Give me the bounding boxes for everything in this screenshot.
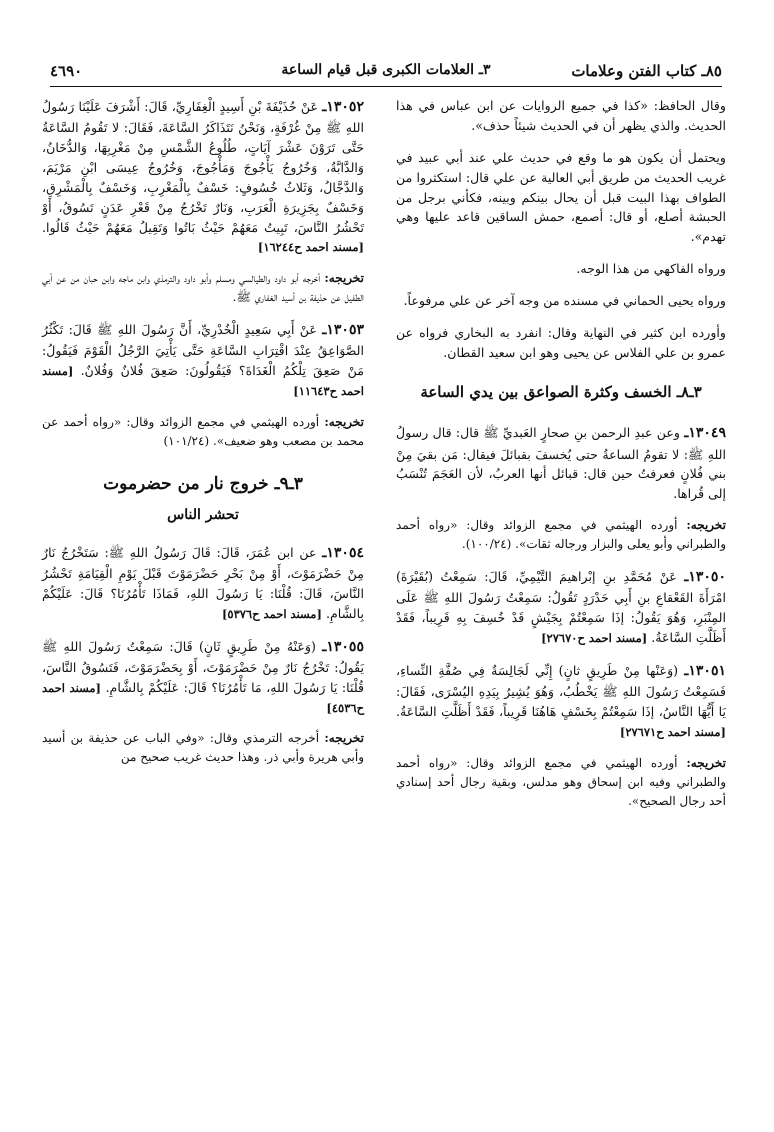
hadith-text: عن ابن عُمَرَ، قَالَ: قَالَ رَسُولُ اللهِ ﷺ: سَتَخْرُجُ نَارٌ مِنْ حَضْرَمَوْتَ، أَوْ مِنْ بَحْرِ حَضْرَمَوْتَ قَبْلَ يَوْمِ الْقِيَامَةِ تَحْشُرُ النَّاسَ، قَالَ: قُلْنَا: يَا رَسُولَ اللهِ، فَمَاذَا تَأْمُرُنَا؟ قَالَ: عَلَيْكُمْ بِالشَّامِ. <box>42 544 364 621</box>
takhrij-text: أخرجه الترمذي وقال: «وفي الباب عن حذيفة بن أسيد وأبي هريرة وأبي ذر. وهذا حديث غريب صحيح من <box>42 731 364 765</box>
source-reference: [مسند احمد ح٥٣٧٦] <box>221 606 322 621</box>
hadith-number: ١٣٠٥٢ـ <box>322 99 364 115</box>
takhrij-text: أورده الهيثمي في مجمع الزوائد وقال: «رواه أحمد والطبراني وفيه ابن إسحاق وهو مدلس، وبقية رجال أحد إسنادي أحد رجال الصحيح». <box>396 755 726 808</box>
hadith-number: ١٣٠٥٣ـ <box>322 322 364 339</box>
section-heading: ٣ـ٩ـ خروج نار من حضرموت <box>103 473 303 494</box>
source-reference: [مسند احمد ح١٦٢٤٤] <box>257 240 364 255</box>
takhrij-text: أورده الهيثمي في مجمع الزوائد وقال: «رواه أحمد والطبراني وأبو يعلى والبزار ورجاله ثقات». (١٠٠/٢٤). <box>396 518 726 552</box>
takhrij <box>42 729 364 767</box>
takhrij-label: تخريجه: <box>324 731 364 746</box>
source-reference: [مسند احمد ح٢٧٦٧٠] <box>541 631 648 646</box>
hadith-number: ١٣٠٤٩ـ <box>684 425 726 442</box>
hadith-text: عَنْ حُذَيْفَةَ بْنِ أَسِيدٍ الْغِفَارِيِّ، قَالَ: أَشْرَفَ عَلَيْنَا رَسُولُ اللهِ ﷺ مِنْ غُرْفَةٍ، وَنَحْنُ نَتَذَاكَرُ السَّاعَةَ، فَقَالَ: لا تَقُومُ السَّاعَةُ حَتَّى تَرَوْنَ عَشْرَ آيَاتٍ، طُلُوعُ الشَّمْسِ مِنْ مَغْرِبِهَا، وَالدُّخَانُ، وَالدَّابَّةُ، وَخُرُوجُ يَأْجُوجَ وَمَأْجُوجَ، وَخُرُوجُ عِيسَى ابْنِ مَرْيَمَ، وَالدَّجَّالُ، وَثَلاثُ خُسُوفٍ: خَسْفٌ بِالْمَغْرِبِ، وَخَسْفٌ بِالْمَشْرِقِ، وَخَسْفٌ بِجَزِيرَةِ الْعَرَبِ، وَنَارٌ تَخْرُجُ مِنْ قَعْرِ عَدَنٍ تَسُوقُ، أَوْ تَحْشُرُ النَّاسَ، تَبِيتُ مَعَهُمْ حَيْثُ بَاتُوا وَتَقِيلُ مَعَهُمْ حَيْثُ قَالُوا. <box>42 99 364 235</box>
header-section-title: ٣ـ العلامات الكبرى قبل قيام الساعة <box>281 62 491 78</box>
source-reference: [مسند احمد ح٤٥٣٦] <box>42 680 364 715</box>
hadith-13053 <box>42 319 364 401</box>
source-reference: [مسند احمد ح٢٧٦٧١] <box>619 724 726 739</box>
takhrij-text: أخرجه أبو داود والطيالسي ومسلم وأبو داود والترمذي وابن ماجه وابن حبان من عن أبي الطفيل عن حذيفة بن أسيد الغفاري ﷺ. <box>42 271 364 305</box>
hadith-13055 <box>42 636 364 718</box>
takhrij-text: أورده الهيثمي في مجمع الزوائد وقال: «رواه أحمد عن محمد بن مصعب وهو ضعيف». (١٠١/٢٤) <box>42 415 364 448</box>
running-header <box>50 58 722 87</box>
hadith-text: وعن عبدِ الرحمن بنِ صحارٍ العَبديِّ ﷺ قال: قال رسولُ اللهِ ﷺ: لا تقومُ الساعةُ حتى يُخسفَ بقبائلَ فيقال: مَن بقيَ مِنْ بني فُلانٍ فعرفتُ حين قال: قبائل أنها العربُ، لأن العَجَمَ تُنْسَبُ إلى قُراها. <box>396 425 726 502</box>
takhrij <box>396 516 726 554</box>
section-heading: ٣ـ٨ـ الخسف وكثرة الصواعق بين يدي الساعة <box>420 382 702 401</box>
hadith-number: ١٣٠٥٤ـ <box>322 544 364 561</box>
takhrij-label: تخريجه: <box>324 271 364 286</box>
hadith-number: ١٣٠٥٠ـ <box>684 569 726 586</box>
paragraph: وقال الحافظ: «كذا في جميع الروايات عن ابن عباس في هذا الحديث. والذي يظهر أن في الحديث شيئاً حذف». <box>396 98 726 133</box>
hadith-13051 <box>396 660 726 742</box>
takhrij <box>396 754 726 811</box>
takhrij-label: تخريجه: <box>686 518 726 533</box>
takhrij <box>42 413 364 451</box>
right-column <box>396 96 726 823</box>
paragraph: ورواه يحيى الحماني في مسنده من وجه آخر عن علي مرفوعاً. <box>403 293 726 309</box>
paragraph: ويحتمل أن يكون هو ما وقع في حديث علي عند أبي عبيد في غريب الحديث من طريق أبي العالية عن علي قال: استكثروا من الطواف بهذا البيت قبل أن يحال بينكم وبينه، فكأني برجل من الحبشة أصلع، أو قال: أصمع، حمش الساقين قاعد عليها وهي تهدم». <box>396 149 726 245</box>
takhrij-label: تخريجه: <box>324 415 364 430</box>
hadith-text: عَنْ أَبِي سَعِيدٍ الْخُدْرِيِّ، أَنَّ رَسُولَ اللهِ ﷺ قَالَ: تَكْثُرُ الصَّوَاعِقُ عِنْدَ اقْتِرَابِ السَّاعَةِ حَتَّى يَأْتِيَ الرَّجُلُ الْقَوْمَ فَيَقُولُ: مَنْ صَعِقَ تِلْكُمُ الْغَدَاةَ؟ فَيَقُولُونَ: صَعِقَ فُلانٌ وَفُلانٌ. <box>42 322 364 379</box>
page-number: ٤٦٩٠ <box>50 62 83 80</box>
paragraph: ورواه الفاكهي من هذا الوجه. <box>576 261 726 277</box>
takhrij <box>42 269 364 307</box>
hadith-text: (وَعَنْهُ مِنْ طَرِيقٍ ثَانٍ) قَالَ: سَمِعْتُ رَسُولَ اللهِ ﷺ يَقُولُ: تَخْرُجُ نَارٌ مِنْ حَضْرَمَوْتَ، أَوْ بِحَضْرَمَوْتَ، فَتَسُوقُ النَّاسَ، قُلْنَا: يَا رَسُولَ اللهِ، مَا تَأْمُرُنَا؟ قَالَ: عَلَيْكُمْ بِالشَّامِ. <box>42 638 365 695</box>
section-subheading: تحشر الناس <box>167 506 239 523</box>
hadith-number: ١٣٠٥١ـ <box>684 662 726 679</box>
source-reference: [مسند احمد ح١١٦٤٣] <box>42 364 364 399</box>
hadith-13050 <box>396 566 726 648</box>
left-column <box>42 96 364 779</box>
hadith-text: (وَعَنْها مِنْ طَرِيقٍ ثانٍ) إِنِّي لَجَالِسَةٌ فِي صُفَّةِ النِّساءِ، فَسَمِعْتُ رَسُولَ اللهِ ﷺ يَخْطُبُ، وَهُوَ يُشِيرُ بِيَدِهِ اليُسْرَى، فَقَالَ: يَا أَيُّهَا النَّاسُ، إذَا سَمِعْتُمْ بِخَسْفٍ هَاهُنَا قَرِيباً، فَقَدْ أَظَلَّتِ السَّاعَةُ. <box>396 662 726 719</box>
takhrij-label: تخريجه: <box>686 755 726 770</box>
hadith-13052 <box>42 96 364 257</box>
header-chapter-title: ٨٥ـ كتاب الفتن وعلامات <box>571 62 722 80</box>
paragraph: وأورده ابن كثير في النهاية وقال: انفرد به البخاري فرواه عن عمرو بن علي الفلاس عن يحيى وهو ابن سعيد القطان. <box>396 325 726 360</box>
hadith-13054 <box>42 542 364 624</box>
hadith-number: ١٣٠٥٥ـ <box>322 638 364 655</box>
hadith-text: عَنْ مُحَمَّدِ بنِ إبْراهيمَ التَّيْمِيِّ، قَالَ: سَمِعْتُ (بُقَيْرَةَ) امْرَأَةَ القَعْقاعِ بنِ أَبِي حَدْرَدٍ تَقُولُ: سَمِعْتُ رَسُولَ اللهِ ﷺ عَلَى المِنْبَرِ، وَهُوَ يَقُولُ: إذَا سَمِعْتُمْ بِجَيْشٍ قَدْ خُسِفَ بِهِ قَرِيباً، فَقَدْ أَظَلَّتِ السَّاعَةُ. <box>396 569 726 646</box>
hadith-13049 <box>396 422 726 504</box>
